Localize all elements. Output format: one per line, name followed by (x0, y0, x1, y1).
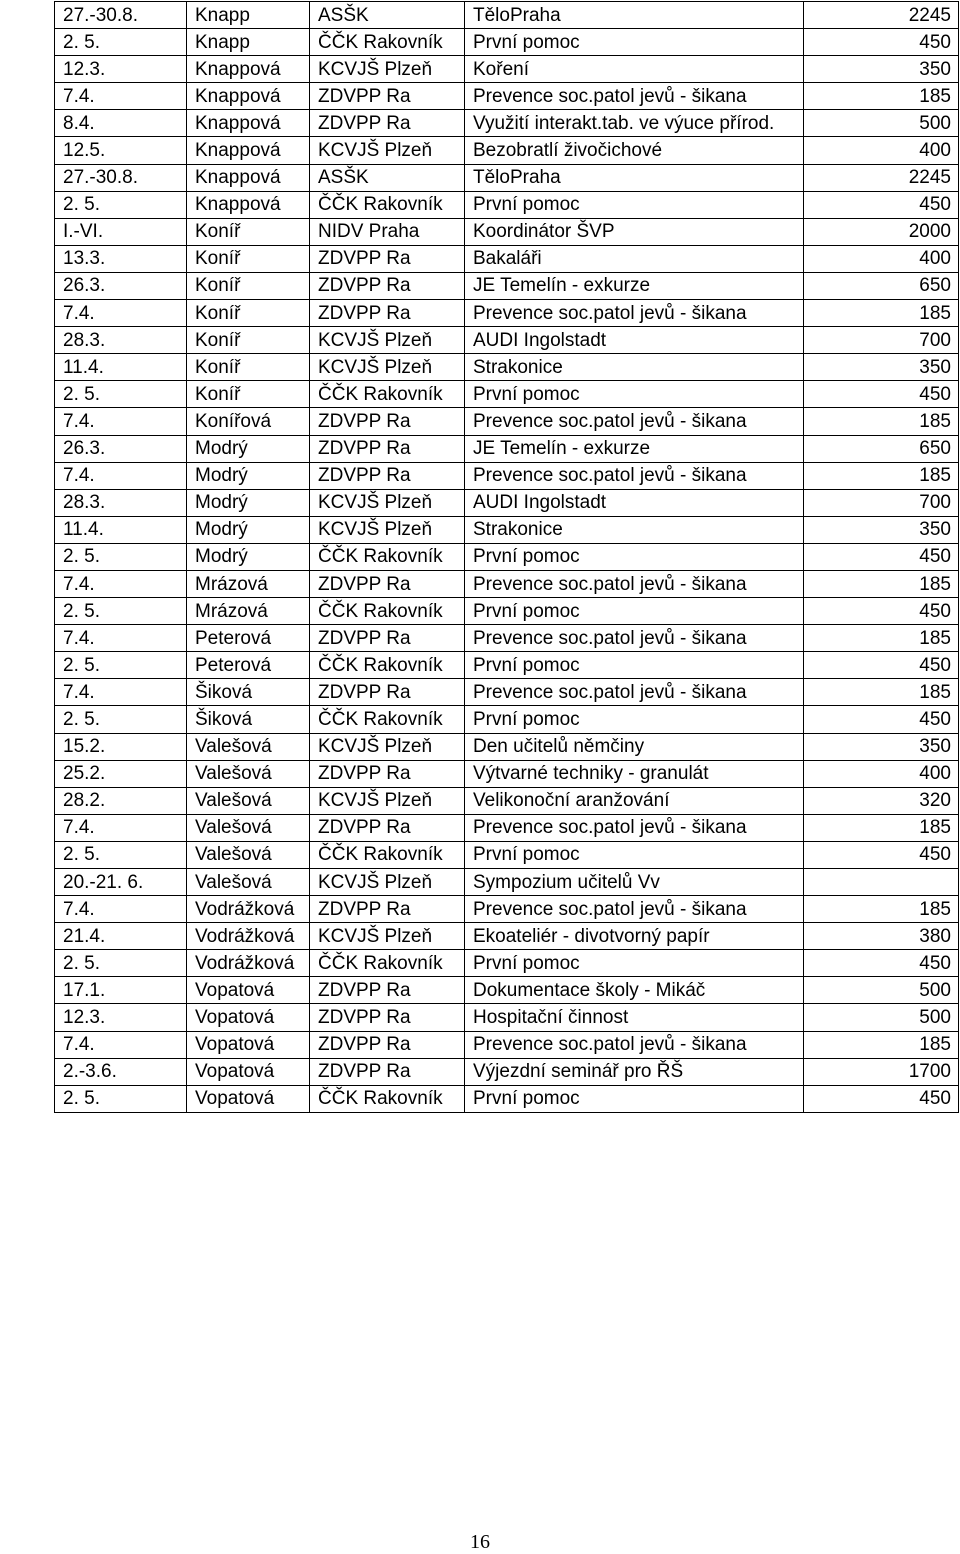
table-row (55, 1031, 959, 1058)
organizer-cell: ZDVPP Ra (310, 435, 465, 462)
amount-cell: 185 (804, 300, 959, 327)
table-row (55, 137, 959, 164)
name-cell: Koníř (187, 245, 310, 272)
table-row (55, 29, 959, 56)
amount-cell: 350 (804, 354, 959, 381)
table-row (55, 408, 959, 435)
table-row (55, 760, 959, 787)
amount-cell: 350 (804, 516, 959, 543)
course-cell: Koordinátor ŠVP (465, 218, 804, 245)
table-row (55, 354, 959, 381)
amount-cell: 450 (804, 29, 959, 56)
course-cell: Prevence soc.patol jevů - šikana (465, 83, 804, 110)
organizer-cell: KCVJŠ Plzeň (310, 923, 465, 950)
organizer-cell: ZDVPP Ra (310, 814, 465, 841)
amount-cell: 450 (804, 1085, 959, 1112)
date-cell: 12.3. (55, 56, 187, 83)
amount-cell: 450 (804, 706, 959, 733)
organizer-cell: ASŠK (310, 164, 465, 191)
date-cell: 17.1. (55, 977, 187, 1004)
amount-cell: 350 (804, 56, 959, 83)
table-row (55, 923, 959, 950)
name-cell: Valešová (187, 814, 310, 841)
course-cell: Prevence soc.patol jevů - šikana (465, 300, 804, 327)
name-cell: Knappová (187, 164, 310, 191)
course-cell: Hospitační činnost (465, 1004, 804, 1031)
amount-cell: 185 (804, 625, 959, 652)
date-cell: 12.3. (55, 1004, 187, 1031)
course-cell: Velikonoční aranžování (465, 787, 804, 814)
table-row (55, 950, 959, 977)
organizer-cell: KCVJŠ Plzeň (310, 354, 465, 381)
course-cell: Výjezdní seminář pro ŘŠ (465, 1058, 804, 1085)
amount-cell: 350 (804, 733, 959, 760)
amount-cell: 450 (804, 652, 959, 679)
amount-cell: 185 (804, 679, 959, 706)
organizer-cell: NIDV Praha (310, 218, 465, 245)
training-records-table (54, 1, 959, 1113)
date-cell: I.-VI. (55, 218, 187, 245)
course-cell: První pomoc (465, 381, 804, 408)
organizer-cell: ZDVPP Ra (310, 110, 465, 137)
course-cell: Výtvarné techniky - granulát (465, 760, 804, 787)
date-cell: 7.4. (55, 814, 187, 841)
organizer-cell: ZDVPP Ra (310, 1058, 465, 1085)
organizer-cell: ČČK Rakovník (310, 381, 465, 408)
table-row (55, 543, 959, 570)
organizer-cell: ZDVPP Ra (310, 625, 465, 652)
name-cell: Šiková (187, 679, 310, 706)
table-row (55, 327, 959, 354)
course-cell: Strakonice (465, 516, 804, 543)
organizer-cell: ČČK Rakovník (310, 191, 465, 218)
organizer-cell: ASŠK (310, 2, 465, 29)
name-cell: Vodrážková (187, 923, 310, 950)
organizer-cell: KCVJŠ Plzeň (310, 327, 465, 354)
name-cell: Peterová (187, 652, 310, 679)
amount-cell: 450 (804, 841, 959, 868)
amount-cell: 1700 (804, 1058, 959, 1085)
course-cell: Využití interakt.tab. ve výuce přírod. (465, 110, 804, 137)
date-cell: 2. 5. (55, 950, 187, 977)
amount-cell: 650 (804, 435, 959, 462)
amount-cell: 185 (804, 896, 959, 923)
course-cell: Prevence soc.patol jevů - šikana (465, 570, 804, 597)
name-cell: Valešová (187, 760, 310, 787)
organizer-cell: ZDVPP Ra (310, 679, 465, 706)
table-row (55, 570, 959, 597)
course-cell: Prevence soc.patol jevů - šikana (465, 814, 804, 841)
table-row (55, 1085, 959, 1112)
amount-cell (804, 869, 959, 896)
date-cell: 11.4. (55, 354, 187, 381)
course-cell: Prevence soc.patol jevů - šikana (465, 408, 804, 435)
course-cell: Prevence soc.patol jevů - šikana (465, 679, 804, 706)
course-cell: AUDI Ingolstadt (465, 489, 804, 516)
course-cell: První pomoc (465, 950, 804, 977)
date-cell: 2. 5. (55, 29, 187, 56)
table-row (55, 598, 959, 625)
name-cell: Mrázová (187, 570, 310, 597)
amount-cell: 450 (804, 543, 959, 570)
date-cell: 2.-3.6. (55, 1058, 187, 1085)
table-row (55, 83, 959, 110)
amount-cell: 400 (804, 137, 959, 164)
amount-cell: 500 (804, 110, 959, 137)
course-cell: První pomoc (465, 543, 804, 570)
name-cell: Koníř (187, 218, 310, 245)
date-cell: 7.4. (55, 679, 187, 706)
date-cell: 28.3. (55, 327, 187, 354)
amount-cell: 700 (804, 489, 959, 516)
organizer-cell: ZDVPP Ra (310, 408, 465, 435)
table-body (55, 2, 959, 1113)
organizer-cell: ZDVPP Ra (310, 462, 465, 489)
date-cell: 28.3. (55, 489, 187, 516)
organizer-cell: ZDVPP Ra (310, 896, 465, 923)
amount-cell: 380 (804, 923, 959, 950)
table-row (55, 625, 959, 652)
date-cell: 20.-21. 6. (55, 869, 187, 896)
date-cell: 28.2. (55, 787, 187, 814)
table-row (55, 1058, 959, 1085)
course-cell: První pomoc (465, 29, 804, 56)
organizer-cell: ZDVPP Ra (310, 760, 465, 787)
table-row (55, 56, 959, 83)
amount-cell: 450 (804, 381, 959, 408)
date-cell: 7.4. (55, 625, 187, 652)
date-cell: 13.3. (55, 245, 187, 272)
organizer-cell: ZDVPP Ra (310, 300, 465, 327)
organizer-cell: ZDVPP Ra (310, 245, 465, 272)
course-cell: První pomoc (465, 598, 804, 625)
name-cell: Knappová (187, 191, 310, 218)
table-row (55, 706, 959, 733)
name-cell: Vopatová (187, 1031, 310, 1058)
organizer-cell: ZDVPP Ra (310, 1004, 465, 1031)
course-cell: První pomoc (465, 652, 804, 679)
date-cell: 27.-30.8. (55, 164, 187, 191)
amount-cell: 2245 (804, 164, 959, 191)
name-cell: Modrý (187, 516, 310, 543)
organizer-cell: ZDVPP Ra (310, 570, 465, 597)
table-row (55, 787, 959, 814)
table-row (55, 814, 959, 841)
amount-cell: 500 (804, 1004, 959, 1031)
date-cell: 7.4. (55, 896, 187, 923)
date-cell: 7.4. (55, 1031, 187, 1058)
organizer-cell: ZDVPP Ra (310, 977, 465, 1004)
amount-cell: 450 (804, 950, 959, 977)
date-cell: 2. 5. (55, 543, 187, 570)
amount-cell: 500 (804, 977, 959, 1004)
course-cell: Prevence soc.patol jevů - šikana (465, 896, 804, 923)
date-cell: 2. 5. (55, 598, 187, 625)
amount-cell: 2245 (804, 2, 959, 29)
name-cell: Knappová (187, 56, 310, 83)
name-cell: Vodrážková (187, 896, 310, 923)
table-row (55, 191, 959, 218)
amount-cell: 700 (804, 327, 959, 354)
name-cell: Valešová (187, 869, 310, 896)
name-cell: Vopatová (187, 1058, 310, 1085)
amount-cell: 185 (804, 83, 959, 110)
table-row (55, 218, 959, 245)
amount-cell: 400 (804, 760, 959, 787)
date-cell: 7.4. (55, 83, 187, 110)
course-cell: Dokumentace školy - Mikáč (465, 977, 804, 1004)
course-cell: AUDI Ingolstadt (465, 327, 804, 354)
name-cell: Knappová (187, 83, 310, 110)
name-cell: Vodrážková (187, 950, 310, 977)
organizer-cell: KCVJŠ Plzeň (310, 137, 465, 164)
organizer-cell: ČČK Rakovník (310, 706, 465, 733)
amount-cell: 185 (804, 408, 959, 435)
date-cell: 2. 5. (55, 652, 187, 679)
table-row (55, 2, 959, 29)
course-cell: První pomoc (465, 841, 804, 868)
amount-cell: 185 (804, 814, 959, 841)
organizer-cell: ČČK Rakovník (310, 950, 465, 977)
course-cell: První pomoc (465, 706, 804, 733)
amount-cell: 185 (804, 462, 959, 489)
organizer-cell: ČČK Rakovník (310, 1085, 465, 1112)
table-row (55, 841, 959, 868)
date-cell: 11.4. (55, 516, 187, 543)
organizer-cell: ČČK Rakovník (310, 652, 465, 679)
organizer-cell: ZDVPP Ra (310, 272, 465, 299)
amount-cell: 185 (804, 1031, 959, 1058)
date-cell: 12.5. (55, 137, 187, 164)
table-row (55, 462, 959, 489)
date-cell: 2. 5. (55, 381, 187, 408)
table-row (55, 733, 959, 760)
course-cell: Bezobratlí živočichové (465, 137, 804, 164)
name-cell: Koníř (187, 327, 310, 354)
name-cell: Valešová (187, 787, 310, 814)
course-cell: Sympozium učitelů Vv (465, 869, 804, 896)
course-cell: TěloPraha (465, 2, 804, 29)
amount-cell: 2000 (804, 218, 959, 245)
organizer-cell: KCVJŠ Plzeň (310, 869, 465, 896)
organizer-cell: KCVJŠ Plzeň (310, 489, 465, 516)
date-cell: 7.4. (55, 462, 187, 489)
name-cell: Mrázová (187, 598, 310, 625)
organizer-cell: ZDVPP Ra (310, 83, 465, 110)
name-cell: Knapp (187, 2, 310, 29)
date-cell: 2. 5. (55, 191, 187, 218)
course-cell: První pomoc (465, 1085, 804, 1112)
date-cell: 15.2. (55, 733, 187, 760)
course-cell: JE Temelín - exkurze (465, 435, 804, 462)
page-number: 16 (470, 1531, 490, 1553)
table-row (55, 164, 959, 191)
table-row (55, 435, 959, 462)
course-cell: Prevence soc.patol jevů - šikana (465, 462, 804, 489)
table-row (55, 381, 959, 408)
table-row (55, 869, 959, 896)
organizer-cell: KCVJŠ Plzeň (310, 56, 465, 83)
amount-cell: 320 (804, 787, 959, 814)
course-cell: Bakaláři (465, 245, 804, 272)
name-cell: Modrý (187, 543, 310, 570)
course-cell: Koření (465, 56, 804, 83)
name-cell: Modrý (187, 462, 310, 489)
name-cell: Valešová (187, 733, 310, 760)
course-cell: Prevence soc.patol jevů - šikana (465, 1031, 804, 1058)
table-row (55, 516, 959, 543)
name-cell: Knapp (187, 29, 310, 56)
date-cell: 26.3. (55, 435, 187, 462)
course-cell: První pomoc (465, 191, 804, 218)
date-cell: 2. 5. (55, 841, 187, 868)
date-cell: 2. 5. (55, 706, 187, 733)
organizer-cell: ČČK Rakovník (310, 598, 465, 625)
date-cell: 25.2. (55, 760, 187, 787)
course-cell: Ekoateliér - divotvorný papír (465, 923, 804, 950)
name-cell: Vopatová (187, 1004, 310, 1031)
name-cell: Konířová (187, 408, 310, 435)
course-cell: Strakonice (465, 354, 804, 381)
name-cell: Koníř (187, 272, 310, 299)
table-row (55, 1004, 959, 1031)
course-cell: Prevence soc.patol jevů - šikana (465, 625, 804, 652)
organizer-cell: KCVJŠ Plzeň (310, 733, 465, 760)
date-cell: 7.4. (55, 570, 187, 597)
table-row (55, 896, 959, 923)
date-cell: 21.4. (55, 923, 187, 950)
course-cell: Den učitelů němčiny (465, 733, 804, 760)
table-row (55, 652, 959, 679)
name-cell: Valešová (187, 841, 310, 868)
table-row (55, 272, 959, 299)
table-row (55, 977, 959, 1004)
name-cell: Vopatová (187, 1085, 310, 1112)
name-cell: Knappová (187, 110, 310, 137)
name-cell: Knappová (187, 137, 310, 164)
table-row (55, 110, 959, 137)
date-cell: 2. 5. (55, 1085, 187, 1112)
date-cell: 8.4. (55, 110, 187, 137)
date-cell: 26.3. (55, 272, 187, 299)
name-cell: Koníř (187, 300, 310, 327)
table-row (55, 489, 959, 516)
organizer-cell: ČČK Rakovník (310, 543, 465, 570)
name-cell: Šiková (187, 706, 310, 733)
course-cell: TěloPraha (465, 164, 804, 191)
table-row (55, 245, 959, 272)
name-cell: Vopatová (187, 977, 310, 1004)
course-cell: JE Temelín - exkurze (465, 272, 804, 299)
organizer-cell: KCVJŠ Plzeň (310, 516, 465, 543)
amount-cell: 185 (804, 570, 959, 597)
name-cell: Modrý (187, 435, 310, 462)
amount-cell: 450 (804, 191, 959, 218)
table-row (55, 300, 959, 327)
organizer-cell: ČČK Rakovník (310, 841, 465, 868)
name-cell: Peterová (187, 625, 310, 652)
date-cell: 7.4. (55, 408, 187, 435)
table-row (55, 679, 959, 706)
organizer-cell: ZDVPP Ra (310, 1031, 465, 1058)
name-cell: Modrý (187, 489, 310, 516)
organizer-cell: KCVJŠ Plzeň (310, 787, 465, 814)
amount-cell: 450 (804, 598, 959, 625)
organizer-cell: ČČK Rakovník (310, 29, 465, 56)
date-cell: 27.-30.8. (55, 2, 187, 29)
amount-cell: 650 (804, 272, 959, 299)
date-cell: 7.4. (55, 300, 187, 327)
name-cell: Koníř (187, 381, 310, 408)
name-cell: Koníř (187, 354, 310, 381)
amount-cell: 400 (804, 245, 959, 272)
